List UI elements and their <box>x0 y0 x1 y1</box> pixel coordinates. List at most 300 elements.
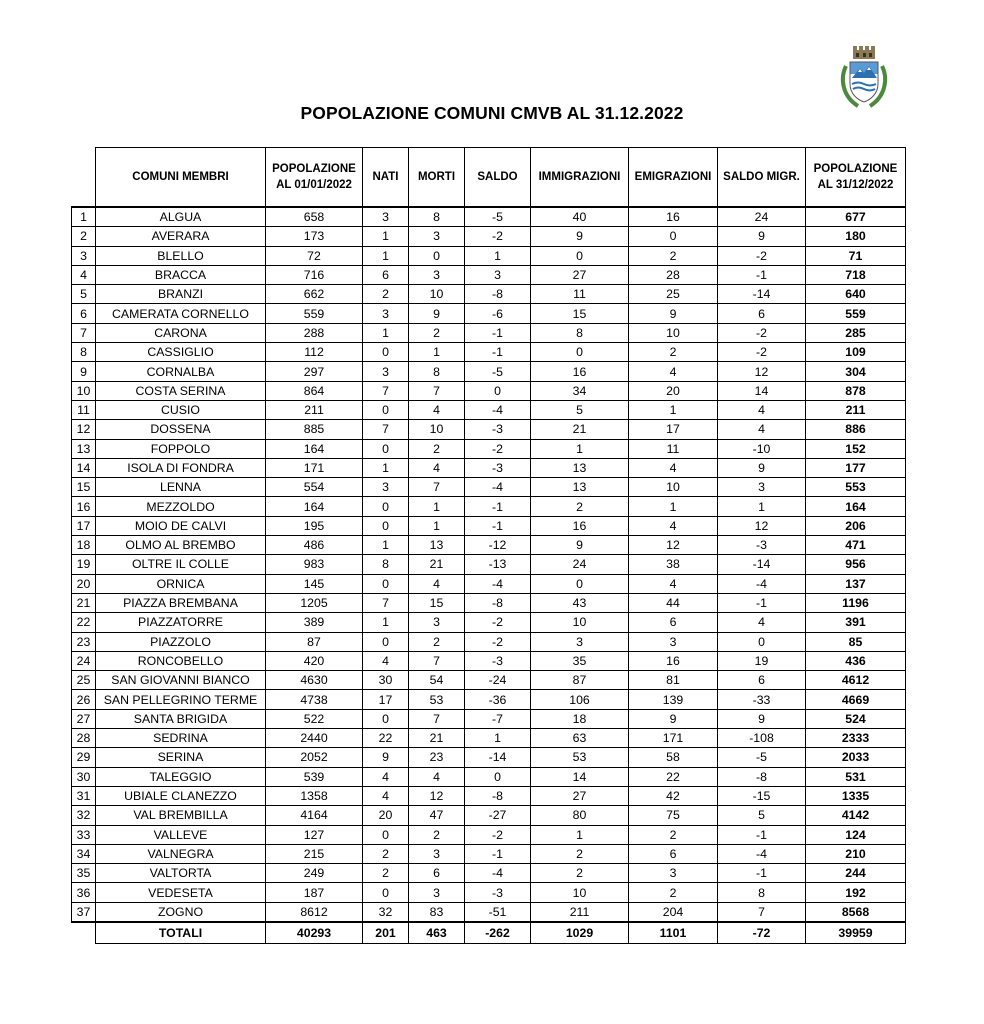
cell-emigration: 3 <box>629 864 718 883</box>
cell-emigration: 9 <box>629 304 718 323</box>
cell-emigration: 16 <box>629 207 718 227</box>
cell-migration-balance: -108 <box>718 729 806 748</box>
cell-pop-start: 716 <box>266 265 363 284</box>
cell-births: 1 <box>363 227 409 246</box>
cell-immigration: 2 <box>531 844 629 863</box>
table-row <box>72 400 906 419</box>
cell-name: ALGUA <box>96 207 266 227</box>
cell-pop-end: 192 <box>806 883 906 902</box>
cell-name: OLTRE IL COLLE <box>96 555 266 574</box>
cell-immigration: 10 <box>531 613 629 632</box>
cell-name: ZOGNO <box>96 902 266 922</box>
cell-index: 6 <box>72 304 96 323</box>
cell-births: 3 <box>363 207 409 227</box>
cell-name: PIAZZA BREMBANA <box>96 593 266 612</box>
cell-immigration: 16 <box>531 362 629 381</box>
cell-immigration: 211 <box>531 902 629 922</box>
cell-pop-start: 1358 <box>266 786 363 805</box>
cell-deaths: 23 <box>409 748 465 767</box>
cell-index: 31 <box>72 786 96 805</box>
cell-name: SEDRINA <box>96 729 266 748</box>
cell-name: MOIO DE CALVI <box>96 516 266 535</box>
cell-name: CUSIO <box>96 400 266 419</box>
cell-emigration: 20 <box>629 381 718 400</box>
cell-immigration: 63 <box>531 729 629 748</box>
cell-name: DOSSENA <box>96 420 266 439</box>
cell-births: 2 <box>363 285 409 304</box>
cell-pop-start: 885 <box>266 420 363 439</box>
cell-pop-start: 4738 <box>266 690 363 709</box>
cell-pop-end: 4669 <box>806 690 906 709</box>
table-row <box>72 343 906 362</box>
cell-name: MEZZOLDO <box>96 497 266 516</box>
cell-balance: -36 <box>465 690 531 709</box>
header-index <box>72 148 96 208</box>
cell-migration-balance: 7 <box>718 902 806 922</box>
cell-emigration: 58 <box>629 748 718 767</box>
cell-balance: -4 <box>465 864 531 883</box>
cell-index: 36 <box>72 883 96 902</box>
cell-deaths: 8 <box>409 362 465 381</box>
cell-emigration: 9 <box>629 709 718 728</box>
cell-index: 30 <box>72 767 96 786</box>
cell-deaths: 7 <box>409 381 465 400</box>
cell-births: 1 <box>363 536 409 555</box>
cell-pop-start: 72 <box>266 246 363 265</box>
cell-deaths: 6 <box>409 864 465 883</box>
cell-balance: 0 <box>465 381 531 400</box>
cell-immigration: 0 <box>531 574 629 593</box>
cell-migration-balance: -14 <box>718 285 806 304</box>
cell-migration-balance: -1 <box>718 593 806 612</box>
cell-balance: -1 <box>465 323 531 342</box>
cell-pop-end: 1335 <box>806 786 906 805</box>
cell-index: 23 <box>72 632 96 651</box>
cell-balance: -2 <box>465 439 531 458</box>
cell-emigration: 2 <box>629 883 718 902</box>
cell-emigration: 22 <box>629 767 718 786</box>
cell-emigration: 4 <box>629 516 718 535</box>
table-row <box>72 632 906 651</box>
header-pop-end-line2: AL 31/12/2022 <box>817 179 894 191</box>
cell-migration-balance: -1 <box>718 265 806 284</box>
cell-index: 3 <box>72 246 96 265</box>
cell-pop-start: 486 <box>266 536 363 555</box>
cell-pop-end: 886 <box>806 420 906 439</box>
cell-name: ORNICA <box>96 574 266 593</box>
cell-balance: 1 <box>465 246 531 265</box>
table-row <box>72 786 906 805</box>
cell-migration-balance: -3 <box>718 536 806 555</box>
cell-emigration: 1 <box>629 400 718 419</box>
cell-pop-end: 8568 <box>806 902 906 922</box>
cell-emigration: 171 <box>629 729 718 748</box>
cell-immigration: 34 <box>531 381 629 400</box>
cell-deaths: 2 <box>409 439 465 458</box>
cell-pop-start: 195 <box>266 516 363 535</box>
cell-name: BRANZI <box>96 285 266 304</box>
cell-balance: -5 <box>465 207 531 227</box>
cell-index: 27 <box>72 709 96 728</box>
crest-shield <box>850 62 878 102</box>
header-balance: SALDO <box>465 148 531 208</box>
cell-pop-end: 206 <box>806 516 906 535</box>
cell-index: 37 <box>72 902 96 922</box>
cell-immigration: 0 <box>531 246 629 265</box>
cell-balance: -7 <box>465 709 531 728</box>
cell-deaths: 3 <box>409 227 465 246</box>
cell-births: 8 <box>363 555 409 574</box>
cell-migration-balance: 6 <box>718 304 806 323</box>
cell-births: 3 <box>363 478 409 497</box>
cell-index: 35 <box>72 864 96 883</box>
cell-pop-start: 1205 <box>266 593 363 612</box>
cell-births: 0 <box>363 883 409 902</box>
cell-index: 26 <box>72 690 96 709</box>
cell-index: 34 <box>72 844 96 863</box>
cell-index: 1 <box>72 207 96 227</box>
cell-emigration: 139 <box>629 690 718 709</box>
table-row <box>72 381 906 400</box>
cell-index: 5 <box>72 285 96 304</box>
cell-emigration: 44 <box>629 593 718 612</box>
cell-index: 2 <box>72 227 96 246</box>
cell-emigration: 1 <box>629 497 718 516</box>
cell-pop-end: 210 <box>806 844 906 863</box>
cell-pop-end: 471 <box>806 536 906 555</box>
table-header-row <box>72 148 906 208</box>
cell-immigration: 27 <box>531 786 629 805</box>
cell-immigration: 2 <box>531 497 629 516</box>
cell-deaths: 3 <box>409 883 465 902</box>
cell-births: 0 <box>363 439 409 458</box>
cell-deaths: 8 <box>409 207 465 227</box>
cell-births: 0 <box>363 516 409 535</box>
cell-pop-end: 524 <box>806 709 906 728</box>
cell-pop-start: 215 <box>266 844 363 863</box>
cell-births: 3 <box>363 304 409 323</box>
cell-deaths: 4 <box>409 400 465 419</box>
cell-births: 1 <box>363 323 409 342</box>
header-pop-end-line1: POPOLAZIONE <box>813 163 898 175</box>
cell-balance: -2 <box>465 613 531 632</box>
table-body <box>72 207 906 922</box>
cell-name: LENNA <box>96 478 266 497</box>
cell-name: CAMERATA CORNELLO <box>96 304 266 323</box>
cell-immigration: 1 <box>531 825 629 844</box>
cell-immigration: 40 <box>531 207 629 227</box>
cell-index: 8 <box>72 343 96 362</box>
cell-births: 32 <box>363 902 409 922</box>
cell-pop-start: 559 <box>266 304 363 323</box>
cell-balance: 3 <box>465 265 531 284</box>
cell-pop-end: 2333 <box>806 729 906 748</box>
cell-births: 30 <box>363 671 409 690</box>
cell-migration-balance: -2 <box>718 343 806 362</box>
totals-label: TOTALI <box>96 922 266 944</box>
cell-migration-balance: 24 <box>718 207 806 227</box>
cell-pop-end: 4612 <box>806 671 906 690</box>
table-row <box>72 265 906 284</box>
cell-migration-balance: -4 <box>718 844 806 863</box>
cell-births: 0 <box>363 343 409 362</box>
header-pop-start-line2: AL 01/01/2022 <box>276 179 352 191</box>
cell-deaths: 4 <box>409 458 465 477</box>
cell-pop-start: 2052 <box>266 748 363 767</box>
cell-migration-balance: 8 <box>718 883 806 902</box>
table-row <box>72 864 906 883</box>
table-row <box>72 516 906 535</box>
cell-name: ISOLA DI FONDRA <box>96 458 266 477</box>
header-pop-start-line1: POPOLAZIONE <box>272 163 356 175</box>
cell-index: 28 <box>72 729 96 748</box>
page-title: POPOLAZIONE COMUNI CMVB AL 31.12.2022 <box>300 103 684 123</box>
cell-name: AVERARA <box>96 227 266 246</box>
cell-emigration: 12 <box>629 536 718 555</box>
cell-deaths: 1 <box>409 343 465 362</box>
cell-pop-start: 983 <box>266 555 363 574</box>
cell-name: FOPPOLO <box>96 439 266 458</box>
cell-pop-start: 4164 <box>266 806 363 825</box>
table-row <box>72 555 906 574</box>
cell-births: 1 <box>363 246 409 265</box>
cell-immigration: 16 <box>531 516 629 535</box>
cell-pop-end: 531 <box>806 767 906 786</box>
cell-pop-start: 164 <box>266 439 363 458</box>
cell-balance: -6 <box>465 304 531 323</box>
cell-pop-end: 553 <box>806 478 906 497</box>
cell-pop-end: 285 <box>806 323 906 342</box>
cell-emigration: 0 <box>629 227 718 246</box>
cell-emigration: 4 <box>629 574 718 593</box>
cell-deaths: 10 <box>409 285 465 304</box>
cell-births: 0 <box>363 825 409 844</box>
cell-pop-end: 177 <box>806 458 906 477</box>
cell-immigration: 53 <box>531 748 629 767</box>
cell-pop-start: 171 <box>266 458 363 477</box>
cell-deaths: 7 <box>409 651 465 670</box>
cell-balance: -8 <box>465 285 531 304</box>
cell-emigration: 11 <box>629 439 718 458</box>
cell-name: CARONA <box>96 323 266 342</box>
cell-pop-start: 145 <box>266 574 363 593</box>
cell-pop-start: 87 <box>266 632 363 651</box>
table-row <box>72 478 906 497</box>
cell-index: 24 <box>72 651 96 670</box>
cell-index: 11 <box>72 400 96 419</box>
cell-index: 20 <box>72 574 96 593</box>
cell-migration-balance: -5 <box>718 748 806 767</box>
cell-pop-start: 211 <box>266 400 363 419</box>
cell-migration-balance: -8 <box>718 767 806 786</box>
cell-index: 14 <box>72 458 96 477</box>
cell-births: 22 <box>363 729 409 748</box>
cell-deaths: 12 <box>409 786 465 805</box>
header-migration-balance: SALDO MIGR. <box>718 148 806 208</box>
table-row <box>72 227 906 246</box>
table-row <box>72 671 906 690</box>
cell-name: BRACCA <box>96 265 266 284</box>
table-row <box>72 902 906 922</box>
cell-births: 17 <box>363 690 409 709</box>
table-row <box>72 593 906 612</box>
cell-balance: -51 <box>465 902 531 922</box>
cell-migration-balance: 12 <box>718 362 806 381</box>
cell-migration-balance: 4 <box>718 420 806 439</box>
cell-name: UBIALE CLANEZZO <box>96 786 266 805</box>
cell-migration-balance: 9 <box>718 227 806 246</box>
table-row <box>72 806 906 825</box>
cell-pop-end: 956 <box>806 555 906 574</box>
table-row <box>72 439 906 458</box>
cell-name: VALTORTA <box>96 864 266 883</box>
cell-migration-balance: -15 <box>718 786 806 805</box>
cell-deaths: 47 <box>409 806 465 825</box>
cell-index: 15 <box>72 478 96 497</box>
cell-migration-balance: 14 <box>718 381 806 400</box>
cell-pop-start: 164 <box>266 497 363 516</box>
table-row <box>72 536 906 555</box>
cell-immigration: 0 <box>531 343 629 362</box>
cell-deaths: 7 <box>409 709 465 728</box>
cell-name: VAL BREMBILLA <box>96 806 266 825</box>
cell-pop-end: 718 <box>806 265 906 284</box>
cell-balance: -3 <box>465 651 531 670</box>
totals-pop-start: 40293 <box>266 922 363 944</box>
cell-deaths: 13 <box>409 536 465 555</box>
cell-pop-start: 420 <box>266 651 363 670</box>
cell-name: OLMO AL BREMBO <box>96 536 266 555</box>
cell-migration-balance: -1 <box>718 864 806 883</box>
cell-index: 29 <box>72 748 96 767</box>
cell-immigration: 2 <box>531 864 629 883</box>
cell-immigration: 15 <box>531 304 629 323</box>
cell-pop-end: 164 <box>806 497 906 516</box>
cell-immigration: 87 <box>531 671 629 690</box>
cell-migration-balance: 19 <box>718 651 806 670</box>
cell-births: 4 <box>363 786 409 805</box>
cell-balance: -3 <box>465 420 531 439</box>
cell-index: 18 <box>72 536 96 555</box>
cell-births: 7 <box>363 593 409 612</box>
cell-balance: -2 <box>465 825 531 844</box>
cell-name: VEDESETA <box>96 883 266 902</box>
cell-pop-start: 554 <box>266 478 363 497</box>
cell-index: 4 <box>72 265 96 284</box>
cell-immigration: 9 <box>531 227 629 246</box>
cell-emigration: 2 <box>629 343 718 362</box>
table-row <box>72 767 906 786</box>
cell-pop-start: 522 <box>266 709 363 728</box>
cell-balance: -1 <box>465 844 531 863</box>
cell-births: 4 <box>363 767 409 786</box>
cell-deaths: 54 <box>409 671 465 690</box>
cell-name: PIAZZOLO <box>96 632 266 651</box>
cell-emigration: 42 <box>629 786 718 805</box>
cell-immigration: 13 <box>531 478 629 497</box>
cell-births: 0 <box>363 574 409 593</box>
cell-pop-start: 658 <box>266 207 363 227</box>
totals-emigration: 1101 <box>629 922 718 944</box>
table-row <box>72 304 906 323</box>
totals-immigration: 1029 <box>531 922 629 944</box>
cell-name: CORNALBA <box>96 362 266 381</box>
cell-pop-start: 389 <box>266 613 363 632</box>
cell-pop-end: 71 <box>806 246 906 265</box>
cell-deaths: 21 <box>409 555 465 574</box>
cell-name: SANTA BRIGIDA <box>96 709 266 728</box>
cell-name: SAN PELLEGRINO TERME <box>96 690 266 709</box>
totals-deaths: 463 <box>409 922 465 944</box>
cell-immigration: 43 <box>531 593 629 612</box>
cell-balance: -13 <box>465 555 531 574</box>
cell-migration-balance: -4 <box>718 574 806 593</box>
cell-index: 16 <box>72 497 96 516</box>
header-pop-end <box>806 148 906 208</box>
cell-migration-balance: -10 <box>718 439 806 458</box>
cell-pop-end: 124 <box>806 825 906 844</box>
cell-pop-end: 244 <box>806 864 906 883</box>
cell-deaths: 3 <box>409 844 465 863</box>
cell-migration-balance: 4 <box>718 613 806 632</box>
cell-pop-start: 662 <box>266 285 363 304</box>
cell-pop-end: 211 <box>806 400 906 419</box>
cell-pop-end: 559 <box>806 304 906 323</box>
cell-name: SERINA <box>96 748 266 767</box>
cell-births: 2 <box>363 844 409 863</box>
cell-immigration: 80 <box>531 806 629 825</box>
cell-name: CASSIGLIO <box>96 343 266 362</box>
cell-index: 13 <box>72 439 96 458</box>
cell-emigration: 16 <box>629 651 718 670</box>
cell-pop-end: 109 <box>806 343 906 362</box>
cell-name: TALEGGIO <box>96 767 266 786</box>
cell-pop-end: 640 <box>806 285 906 304</box>
cell-index: 33 <box>72 825 96 844</box>
cell-pop-end: 391 <box>806 613 906 632</box>
cell-emigration: 10 <box>629 323 718 342</box>
cell-index: 17 <box>72 516 96 535</box>
cell-pop-start: 4630 <box>266 671 363 690</box>
cell-immigration: 5 <box>531 400 629 419</box>
cell-immigration: 3 <box>531 632 629 651</box>
cell-emigration: 204 <box>629 902 718 922</box>
cell-pop-start: 864 <box>266 381 363 400</box>
cell-immigration: 11 <box>531 285 629 304</box>
cell-migration-balance: -14 <box>718 555 806 574</box>
cell-index: 21 <box>72 593 96 612</box>
cell-balance: -4 <box>465 400 531 419</box>
cell-migration-balance: 1 <box>718 497 806 516</box>
cell-immigration: 9 <box>531 536 629 555</box>
cell-migration-balance: 9 <box>718 709 806 728</box>
cell-name: COSTA SERINA <box>96 381 266 400</box>
cell-balance: -1 <box>465 497 531 516</box>
cell-balance: -4 <box>465 478 531 497</box>
cell-deaths: 83 <box>409 902 465 922</box>
header-births: NATI <box>363 148 409 208</box>
cell-immigration: 13 <box>531 458 629 477</box>
cell-births: 9 <box>363 748 409 767</box>
cell-migration-balance: 3 <box>718 478 806 497</box>
cell-births: 0 <box>363 497 409 516</box>
cell-births: 1 <box>363 458 409 477</box>
population-table <box>71 147 906 944</box>
cell-immigration: 35 <box>531 651 629 670</box>
table-row <box>72 825 906 844</box>
cell-emigration: 75 <box>629 806 718 825</box>
header-name: COMUNI MEMBRI <box>96 148 266 208</box>
